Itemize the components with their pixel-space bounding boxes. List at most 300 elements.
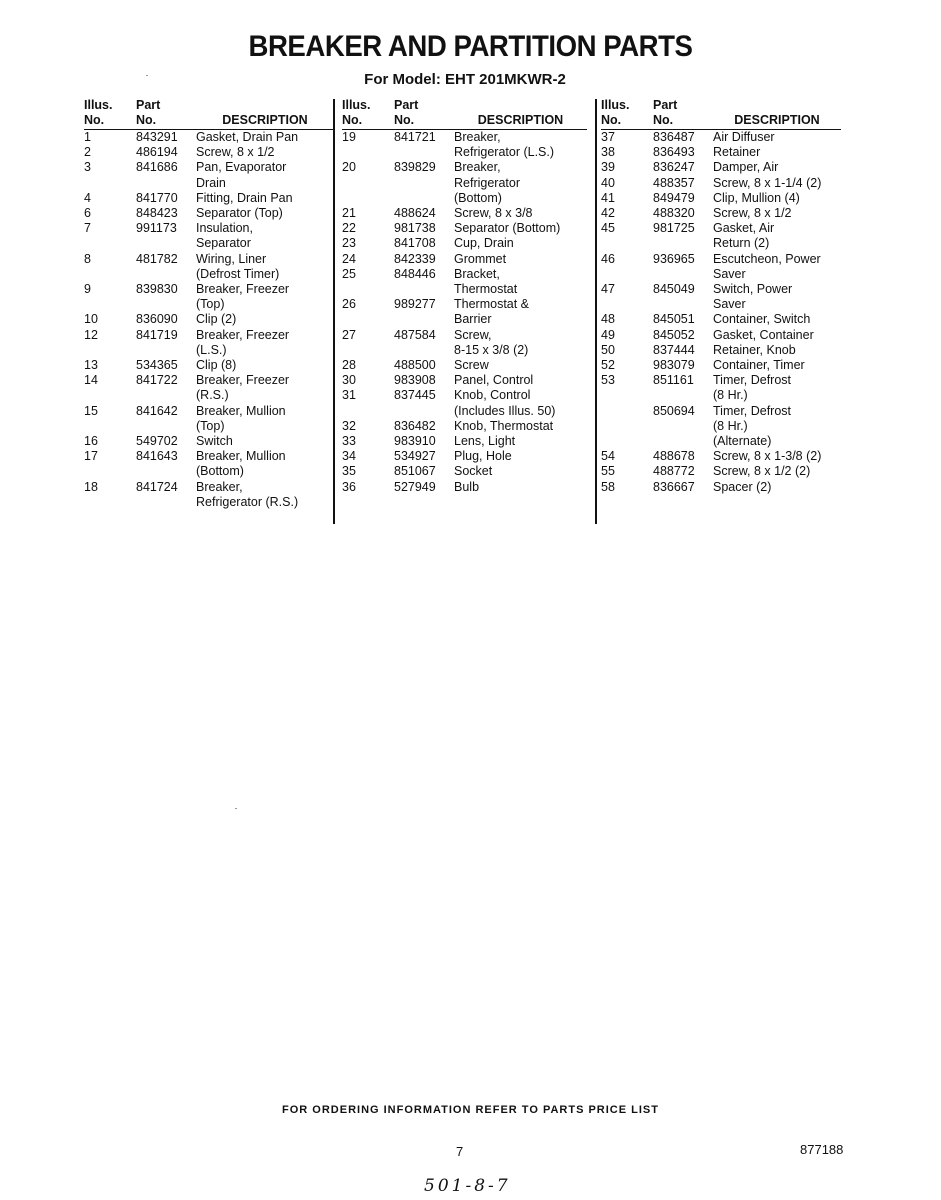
- description-cell: Barrier: [454, 312, 492, 327]
- part-no-cell: 488772: [653, 464, 695, 479]
- description-cell: Saver: [713, 266, 746, 281]
- illus-no-cell: [601, 404, 653, 419]
- table-row: [342, 206, 587, 221]
- description-cell: (L.S.): [196, 342, 227, 357]
- model-subtitle: For Model: EHT 201MKWR-2: [364, 71, 566, 88]
- illus-no-cell: 3: [84, 160, 91, 175]
- description-cell: Cup, Drain: [454, 236, 514, 251]
- description-cell: Breaker, Freezer: [196, 327, 290, 342]
- description-cell: Container, Switch: [713, 312, 811, 327]
- description-cell: Bracket,: [454, 266, 500, 281]
- description-cell: Switch, Power: [713, 282, 793, 297]
- part-no-header: Part No.: [394, 98, 454, 130]
- illus-no-cell: 47: [601, 282, 615, 297]
- description-cell: Refrigerator (L.S.): [454, 145, 555, 160]
- table-row-continuation: [342, 404, 587, 419]
- table-row: [84, 252, 334, 267]
- scan-speck: [146, 75, 148, 76]
- table-row: [342, 252, 587, 267]
- illus-no-cell: 16: [84, 434, 98, 449]
- part-no-cell: 851067: [394, 464, 436, 479]
- illus-no-cell: 34: [342, 449, 356, 464]
- part-no-cell: [653, 297, 713, 312]
- part-no-cell: 488320: [653, 206, 695, 221]
- part-no-cell: [653, 267, 713, 282]
- part-no-cell: 836667: [653, 479, 695, 494]
- table-row: [601, 480, 841, 495]
- description-cell: Escutcheon, Power: [713, 251, 821, 266]
- illus-no-cell: [84, 495, 136, 510]
- description-cell: Fitting, Drain Pan: [196, 190, 293, 205]
- part-no-cell: 841722: [136, 373, 178, 388]
- table-row: [601, 221, 841, 236]
- table-row-continuation: [84, 388, 334, 403]
- description-cell: Screw, 8 x 1/2 (2): [713, 464, 811, 479]
- table-row: [342, 358, 587, 373]
- illus-no-cell: [342, 404, 394, 419]
- table-row: [342, 449, 587, 464]
- description-cell: Breaker, Freezer: [196, 282, 290, 297]
- parts-column-1: [84, 98, 334, 510]
- part-no-cell: 527949: [394, 479, 436, 494]
- description-cell: Clip, Mullion (4): [713, 190, 800, 205]
- illus-no-header: Illus. No.: [342, 98, 394, 130]
- table-row: [84, 358, 334, 373]
- illus-no-cell: 27: [342, 327, 356, 342]
- parts-table: [342, 98, 587, 495]
- table-row: [84, 480, 334, 495]
- table-row: [342, 328, 587, 343]
- part-no-cell: [394, 176, 454, 191]
- part-no-cell: 845049: [653, 282, 695, 297]
- illus-no-cell: 55: [601, 464, 615, 479]
- description-cell: Switch: [196, 434, 233, 449]
- description-cell: (Top): [196, 297, 225, 312]
- illus-no-cell: 28: [342, 358, 356, 373]
- table-row-continuation: [84, 464, 334, 479]
- description-cell: Breaker, Mullion: [196, 403, 286, 418]
- description-cell: Wiring, Liner: [196, 251, 267, 266]
- illus-no-cell: [342, 343, 394, 358]
- part-no-header: Part No.: [136, 98, 196, 130]
- illus-no-cell: [342, 282, 394, 297]
- illus-no-cell: [601, 297, 653, 312]
- page-number: 7: [456, 1144, 464, 1159]
- description-cell: Screw,: [454, 327, 492, 342]
- table-row: [342, 221, 587, 236]
- illus-no-cell: 45: [601, 221, 615, 236]
- illus-no-cell: [342, 191, 394, 206]
- part-no-cell: 534365: [136, 358, 178, 373]
- part-no-cell: 841770: [136, 190, 178, 205]
- illus-no-cell: 53: [601, 373, 615, 388]
- part-no-cell: [653, 419, 713, 434]
- description-cell: Separator (Bottom): [454, 221, 561, 236]
- part-no-cell: 851161: [653, 373, 694, 388]
- description-cell: Clip (8): [196, 358, 237, 373]
- description-cell: Gasket, Air: [713, 221, 775, 236]
- part-no-cell: 842339: [394, 251, 436, 266]
- part-no-cell: 848423: [136, 206, 178, 221]
- column-divider: [595, 99, 597, 524]
- table-row-continuation: [84, 495, 334, 510]
- description-cell: Grommet: [454, 251, 507, 266]
- description-cell: Saver: [713, 297, 746, 312]
- illus-no-cell: 6: [84, 206, 91, 221]
- table-row: [342, 419, 587, 434]
- description-cell: Socket: [454, 464, 493, 479]
- part-no-cell: 839830: [136, 282, 178, 297]
- description-header: DESCRIPTION: [454, 98, 587, 130]
- table-row-continuation: [601, 267, 841, 282]
- description-cell: Refrigerator (R.S.): [196, 494, 299, 509]
- illus-no-cell: 15: [84, 403, 98, 418]
- part-no-cell: [136, 297, 196, 312]
- illus-no-cell: 1: [84, 130, 91, 144]
- illus-no-cell: [84, 388, 136, 403]
- table-row: [601, 282, 841, 297]
- table-row-continuation: [84, 176, 334, 191]
- part-no-cell: [136, 343, 196, 358]
- part-no-cell: 983079: [653, 358, 695, 373]
- table-row: [84, 328, 334, 343]
- description-cell: Air Diffuser: [713, 130, 775, 144]
- description-cell: Gasket, Container: [713, 327, 814, 342]
- part-no-cell: [136, 267, 196, 282]
- part-no-cell: 841721: [394, 130, 436, 144]
- description-cell: Plug, Hole: [454, 449, 512, 464]
- table-row: [342, 297, 587, 312]
- illus-no-cell: 52: [601, 358, 615, 373]
- table-row: [601, 343, 841, 358]
- part-no-cell: 841642: [136, 403, 178, 418]
- illus-no-cell: 10: [84, 312, 98, 327]
- illus-no-cell: 48: [601, 312, 615, 327]
- part-no-cell: 845052: [653, 327, 695, 342]
- table-row: [342, 130, 587, 146]
- table-row-continuation: [84, 343, 334, 358]
- part-no-cell: [394, 343, 454, 358]
- illus-no-cell: [342, 176, 394, 191]
- description-cell: Breaker,: [454, 130, 501, 144]
- table-row: [84, 191, 334, 206]
- part-no-cell: [136, 176, 196, 191]
- illus-no-cell: [601, 236, 653, 251]
- table-row: [601, 464, 841, 479]
- table-row: [84, 404, 334, 419]
- part-no-cell: 841643: [136, 449, 178, 464]
- table-header-row: [84, 98, 334, 130]
- description-cell: Timer, Defrost: [713, 403, 792, 418]
- illus-no-cell: 14: [84, 373, 98, 388]
- table-row: [84, 434, 334, 449]
- illus-no-cell: [601, 434, 653, 449]
- description-cell: Breaker,: [196, 479, 243, 494]
- illus-no-cell: 58: [601, 479, 615, 494]
- part-no-cell: 836247: [653, 160, 695, 175]
- parts-table-body: [601, 130, 841, 495]
- part-no-cell: 841708: [394, 236, 436, 251]
- table-row-continuation: [342, 282, 587, 297]
- part-no-header: Part No.: [653, 98, 713, 130]
- illus-no-cell: 49: [601, 327, 615, 342]
- part-no-cell: 837445: [394, 388, 436, 403]
- part-no-cell: [394, 404, 454, 419]
- description-cell: (Bottom): [196, 464, 244, 479]
- table-row: [84, 160, 334, 175]
- table-row: [601, 449, 841, 464]
- illus-no-cell: [84, 236, 136, 251]
- part-no-cell: 989277: [394, 297, 436, 312]
- part-no-cell: [136, 419, 196, 434]
- table-row: [84, 312, 334, 327]
- description-cell: Knob, Thermostat: [454, 418, 554, 433]
- illus-no-cell: [84, 464, 136, 479]
- part-no-cell: 841686: [136, 160, 178, 175]
- description-cell: Panel, Control: [454, 373, 534, 388]
- part-no-cell: 549702: [136, 434, 178, 449]
- table-row: [342, 464, 587, 479]
- description-cell: Breaker,: [454, 160, 501, 175]
- part-no-cell: [653, 434, 713, 449]
- part-no-cell: [136, 464, 196, 479]
- part-no-cell: 981725: [653, 221, 695, 236]
- illus-no-cell: [601, 267, 653, 282]
- illus-no-cell: 37: [601, 130, 615, 144]
- illus-no-cell: [342, 312, 394, 327]
- description-cell: Retainer, Knob: [713, 342, 796, 357]
- part-no-cell: 850694: [653, 403, 695, 418]
- description-cell: Screw, 8 x 1-3/8 (2): [713, 449, 822, 464]
- table-row: [601, 328, 841, 343]
- description-cell: Clip (2): [196, 312, 237, 327]
- part-no-cell: [653, 388, 713, 403]
- table-row: [84, 206, 334, 221]
- description-cell: (8 Hr.): [713, 418, 748, 433]
- table-row: [342, 434, 587, 449]
- description-cell: 8-15 x 3/8 (2): [454, 342, 529, 357]
- table-row: [601, 130, 841, 146]
- description-cell: Spacer (2): [713, 479, 772, 494]
- illus-no-cell: 31: [342, 388, 356, 403]
- parts-column-3: [601, 98, 841, 495]
- table-row: [601, 160, 841, 175]
- ordering-note: FOR ORDERING INFORMATION REFER TO PARTS PRICE LIST: [282, 1104, 659, 1116]
- table-row-continuation: [342, 191, 587, 206]
- table-row-continuation: [601, 419, 841, 434]
- table-row-continuation: [342, 145, 587, 160]
- illus-no-cell: [84, 343, 136, 358]
- table-row-continuation: [342, 343, 587, 358]
- illus-no-cell: 9: [84, 282, 91, 297]
- description-cell: (Bottom): [454, 190, 502, 205]
- parts-table-body: [342, 130, 587, 495]
- part-no-cell: 488357: [653, 175, 695, 190]
- parts-table: [601, 98, 841, 495]
- illus-no-cell: 41: [601, 190, 615, 205]
- illus-no-cell: [601, 419, 653, 434]
- part-no-cell: 849479: [653, 190, 695, 205]
- illus-no-cell: 39: [601, 160, 615, 175]
- table-row: [84, 145, 334, 160]
- description-header: DESCRIPTION: [196, 98, 334, 130]
- table-header-row: [342, 98, 587, 130]
- description-cell: Screw: [454, 358, 489, 373]
- description-cell: (Defrost Timer): [196, 266, 280, 281]
- table-row-continuation: [84, 419, 334, 434]
- description-cell: Knob, Control: [454, 388, 531, 403]
- part-no-cell: 841719: [136, 327, 178, 342]
- illus-no-cell: 20: [342, 160, 356, 175]
- table-row: [601, 373, 841, 388]
- table-row: [342, 480, 587, 495]
- part-no-cell: [394, 145, 454, 160]
- table-row: [601, 145, 841, 160]
- table-row-continuation: [601, 297, 841, 312]
- table-row: [84, 449, 334, 464]
- description-cell: (Top): [196, 418, 225, 433]
- table-header-row: [601, 98, 841, 130]
- illus-no-cell: 26: [342, 297, 356, 312]
- table-row: [342, 160, 587, 175]
- description-cell: Pan, Evaporator: [196, 160, 287, 175]
- illus-no-cell: 46: [601, 251, 615, 266]
- illus-no-cell: 17: [84, 449, 98, 464]
- part-no-cell: 936965: [653, 251, 695, 266]
- table-row-continuation: [601, 388, 841, 403]
- illus-no-cell: 42: [601, 206, 615, 221]
- parts-table-body: [84, 130, 334, 511]
- illus-no-cell: 21: [342, 206, 356, 221]
- part-no-cell: 836482: [394, 418, 436, 433]
- table-row: [601, 191, 841, 206]
- illus-no-header: Illus. No.: [601, 98, 653, 130]
- part-no-cell: [394, 191, 454, 206]
- part-no-cell: 841724: [136, 479, 178, 494]
- description-cell: Thermostat: [454, 282, 518, 297]
- handwritten-note: 501-8-7: [424, 1176, 511, 1196]
- part-no-cell: [136, 495, 196, 510]
- scan-speck: [235, 808, 237, 809]
- illus-no-cell: [601, 388, 653, 403]
- description-cell: Timer, Defrost: [713, 373, 792, 388]
- illus-no-cell: [84, 267, 136, 282]
- description-cell: Drain: [196, 175, 226, 190]
- description-cell: (Includes Illus. 50): [454, 403, 556, 418]
- part-no-cell: 486194: [136, 145, 178, 160]
- part-no-cell: 534927: [394, 449, 436, 464]
- illus-no-cell: 13: [84, 358, 98, 373]
- table-row-continuation: [342, 312, 587, 327]
- part-no-cell: 488624: [394, 206, 436, 221]
- illus-no-cell: [84, 176, 136, 191]
- illus-no-cell: 54: [601, 449, 615, 464]
- part-no-cell: [394, 312, 454, 327]
- description-cell: Breaker, Freezer: [196, 373, 290, 388]
- part-no-cell: [136, 388, 196, 403]
- description-cell: (R.S.): [196, 388, 229, 403]
- table-row-continuation: [84, 297, 334, 312]
- illus-no-cell: 18: [84, 479, 98, 494]
- description-cell: Screw, 8 x 1/2: [196, 145, 275, 160]
- table-row: [342, 373, 587, 388]
- table-row: [84, 130, 334, 146]
- description-cell: (8 Hr.): [713, 388, 748, 403]
- part-no-cell: 981738: [394, 221, 436, 236]
- table-row: [601, 358, 841, 373]
- description-cell: Bulb: [454, 479, 480, 494]
- part-no-cell: [394, 282, 454, 297]
- description-cell: Screw, 8 x 1-1/4 (2): [713, 175, 822, 190]
- part-no-cell: 983910: [394, 434, 436, 449]
- illus-no-cell: 23: [342, 236, 356, 251]
- part-no-cell: 843291: [136, 130, 178, 144]
- parts-table: [84, 98, 334, 510]
- description-cell: Refrigerator: [454, 175, 520, 190]
- part-no-cell: 487584: [394, 327, 436, 342]
- illus-no-cell: 24: [342, 251, 356, 266]
- table-row: [601, 206, 841, 221]
- description-header: DESCRIPTION: [713, 98, 841, 130]
- table-row: [601, 176, 841, 191]
- illus-no-cell: 35: [342, 464, 356, 479]
- description-cell: Screw, 8 x 1/2: [713, 206, 792, 221]
- document-number: 877188: [800, 1142, 844, 1157]
- part-no-cell: 837444: [653, 342, 695, 357]
- illus-no-cell: 36: [342, 479, 356, 494]
- table-row-continuation: [601, 434, 841, 449]
- illus-no-cell: [84, 297, 136, 312]
- table-row-continuation: [84, 236, 334, 251]
- description-cell: Screw, 8 x 3/8: [454, 206, 533, 221]
- part-no-cell: 836487: [653, 130, 695, 144]
- illus-no-cell: 19: [342, 130, 356, 144]
- description-cell: Insulation,: [196, 221, 253, 236]
- table-row: [342, 267, 587, 282]
- table-row-continuation: [601, 236, 841, 251]
- part-no-cell: 488678: [653, 449, 695, 464]
- table-row-continuation: [342, 176, 587, 191]
- parts-column-2: [342, 98, 587, 495]
- table-row-continuation: [84, 267, 334, 282]
- illus-no-cell: 25: [342, 266, 356, 281]
- part-no-cell: 836090: [136, 312, 178, 327]
- illus-no-cell: 22: [342, 221, 356, 236]
- description-cell: Separator (Top): [196, 206, 283, 221]
- part-no-cell: 848446: [394, 266, 436, 281]
- illus-no-cell: 33: [342, 434, 356, 449]
- illus-no-cell: 38: [601, 145, 615, 160]
- illus-no-header: Illus. No.: [84, 98, 136, 130]
- description-cell: Gasket, Drain Pan: [196, 130, 299, 144]
- description-cell: Lens, Light: [454, 434, 516, 449]
- description-cell: (Alternate): [713, 434, 772, 449]
- description-cell: Container, Timer: [713, 358, 805, 373]
- description-cell: Separator: [196, 236, 251, 251]
- illus-no-cell: [84, 419, 136, 434]
- illus-no-cell: 30: [342, 373, 356, 388]
- illus-no-cell: 40: [601, 175, 615, 190]
- illus-no-cell: 2: [84, 145, 91, 160]
- description-cell: Return (2): [713, 236, 770, 251]
- description-cell: Retainer: [713, 145, 761, 160]
- illus-no-cell: 12: [84, 327, 98, 342]
- part-no-cell: 991173: [136, 221, 177, 236]
- description-cell: Breaker, Mullion: [196, 449, 286, 464]
- illus-no-cell: 32: [342, 418, 356, 433]
- part-no-cell: 983908: [394, 373, 436, 388]
- table-row: [84, 282, 334, 297]
